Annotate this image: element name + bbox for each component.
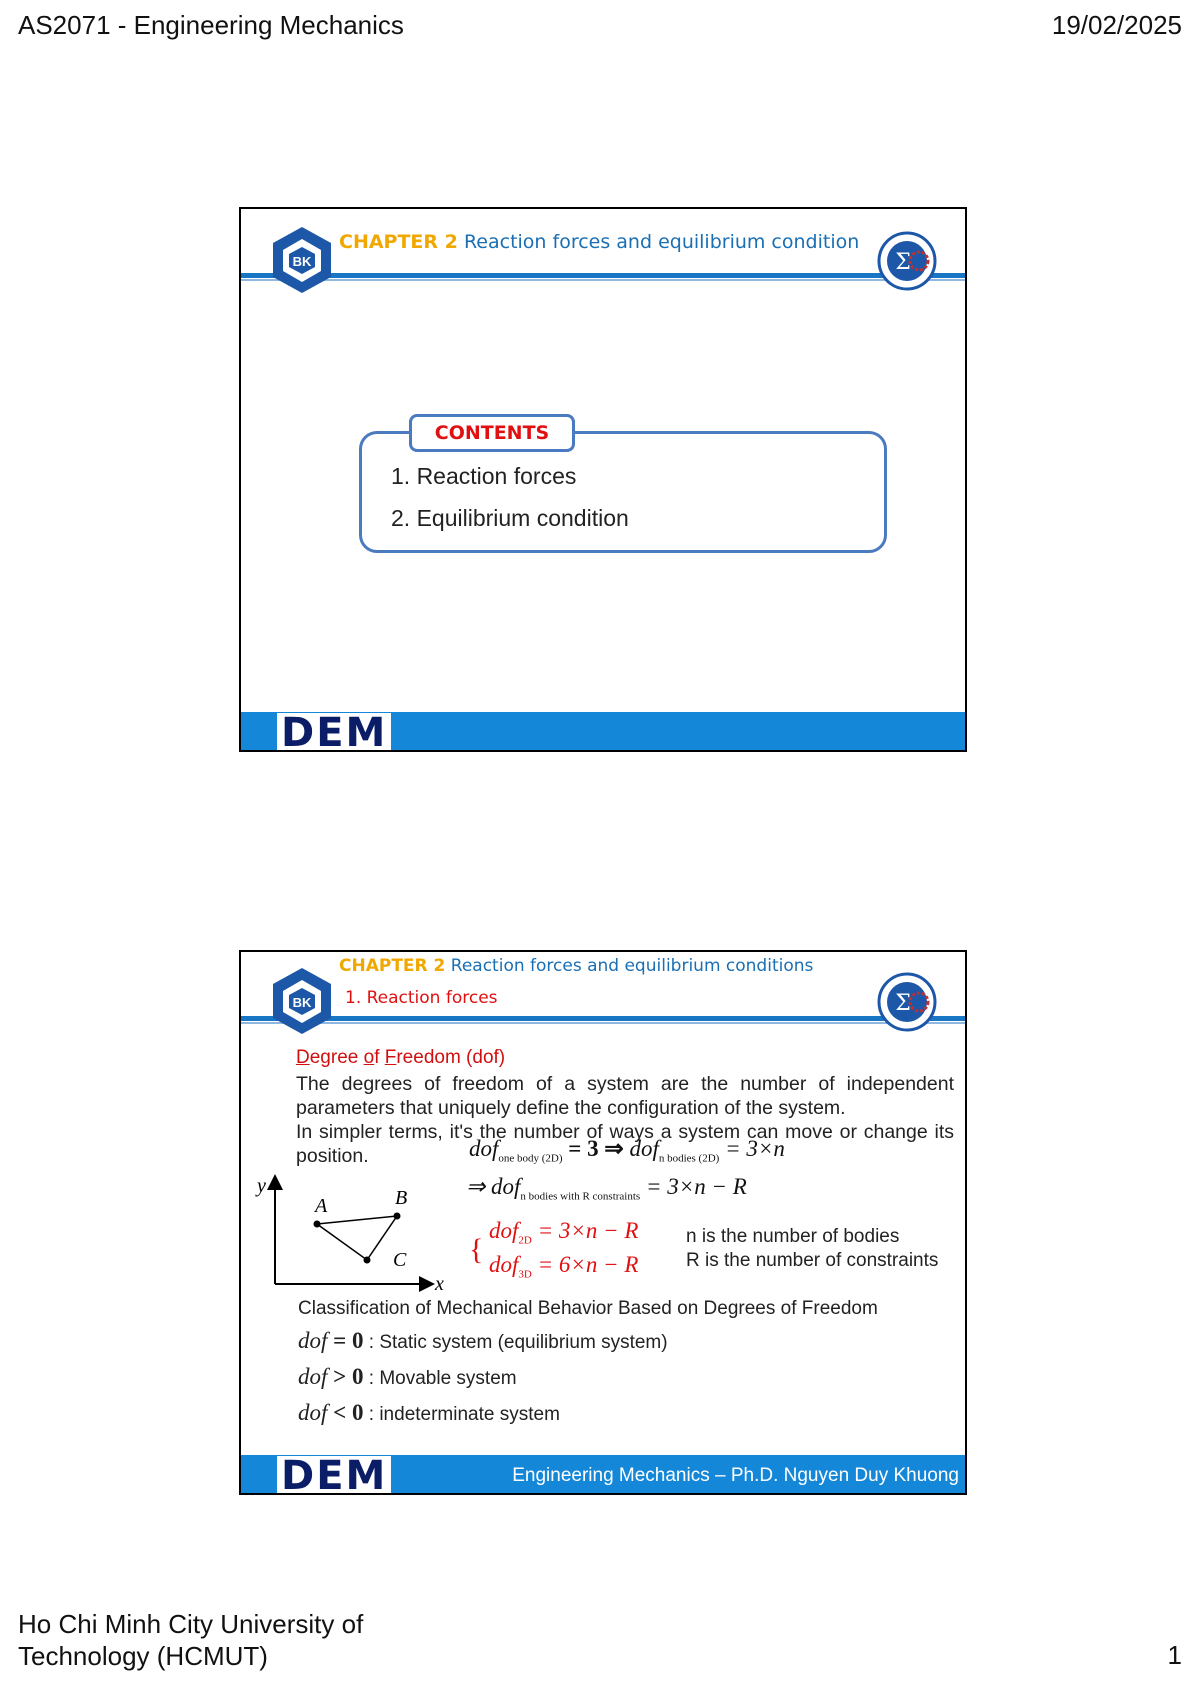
dof-simple-explanation: In simpler terms, it's the number of ways a system can move or change its position. — [296, 1121, 954, 1167]
equation-dof-3d: dof$_{3D}$ = 6×n − R — [489, 1252, 639, 1281]
class-static: dof = 0 : Static system (equilibrium system) — [298, 1328, 668, 1353]
chapter-heading — [339, 956, 813, 976]
class-indeterminate: dof < 0 : indeterminate system — [298, 1400, 560, 1425]
svg-text:Σ: Σ — [895, 250, 911, 275]
header-bar — [241, 1016, 965, 1021]
dem-round-logo-icon — [877, 231, 937, 291]
contents-item-2: 2. Equilibrium condition — [391, 505, 629, 531]
chapter-number: CHAPTER 2 — [339, 231, 458, 253]
triangle — [317, 1216, 397, 1260]
slide-footer-bar — [241, 712, 965, 750]
slide-2 — [239, 950, 967, 1495]
chapter-heading — [339, 231, 859, 253]
equation-dof-2d: dof$_{2D}$ = 3×n − R — [489, 1218, 639, 1247]
brace: { — [469, 1233, 484, 1266]
equation-dof-one-body: dof$_{one body (2D)}$ = 3 ⇒ dof$_{n bodies (2D)}$ = 3×n — [469, 1136, 785, 1165]
course-title: AS2071 - Engineering Mechanics — [18, 10, 404, 40]
point-b — [394, 1213, 401, 1220]
dof-heading: Degree of Freedom (dof) — [296, 1047, 506, 1068]
x-axis-label: x — [435, 1273, 444, 1292]
bk-logo-text: BK — [292, 995, 312, 1010]
institution-name: Ho Chi Minh City University of Technology (HCMUT) — [18, 1609, 364, 1671]
point-a — [314, 1221, 321, 1228]
dem-logo: DEM — [277, 1456, 391, 1495]
svg-text:Σ: Σ — [895, 991, 911, 1016]
label-b: B — [395, 1187, 408, 1209]
dof-definition: The degrees of freedom of a system are the number of independent parameters that uniquely define the configuration of the system. — [296, 1073, 954, 1119]
classification-title: Classification of Mechanical Behavior Based on Degrees of Freedom — [298, 1298, 878, 1319]
chapter-title: Reaction forces and equilibrium condition — [463, 231, 860, 253]
point-c — [364, 1257, 371, 1264]
equation-dof-with-constraints: ⇒ dof$_{n bodies with R constraints}$ = 3×n − R — [466, 1174, 747, 1203]
header-bar-thin — [241, 1022, 965, 1024]
class-movable: dof > 0 : Movable system — [298, 1364, 517, 1389]
bk-logo-text: BK — [292, 254, 312, 269]
bk-logo-icon — [269, 225, 335, 295]
footer-credit: Engineering Mechanics – Ph.D. Nguyen Duy Khuong — [512, 1465, 959, 1486]
triangle-diagram — [255, 1172, 445, 1292]
header-bar-thin — [241, 279, 965, 281]
y-axis-label: y — [257, 1175, 266, 1197]
chapter-number: CHAPTER 2 — [339, 956, 446, 976]
label-a: A — [315, 1195, 328, 1217]
contents-item-1: 1. Reaction forces — [391, 463, 577, 489]
slide-1 — [239, 207, 967, 752]
label-c: C — [393, 1249, 407, 1271]
bk-logo-icon — [269, 966, 335, 1036]
slide-footer-bar — [241, 1455, 965, 1493]
chapter-title: Reaction forces and equilibrium conditions — [450, 956, 814, 976]
section-title: 1. Reaction forces — [345, 988, 498, 1008]
dem-round-logo-icon — [877, 972, 937, 1032]
dem-logo: DEM — [277, 713, 391, 752]
print-date: 19/02/2025 — [1051, 10, 1182, 40]
page-number: 1 — [1167, 1640, 1182, 1670]
note-n: n is the number of bodies — [686, 1226, 900, 1247]
note-r: R is the number of constraints — [686, 1250, 939, 1271]
contents-label: CONTENTS — [409, 414, 575, 452]
header-bar — [241, 273, 965, 278]
